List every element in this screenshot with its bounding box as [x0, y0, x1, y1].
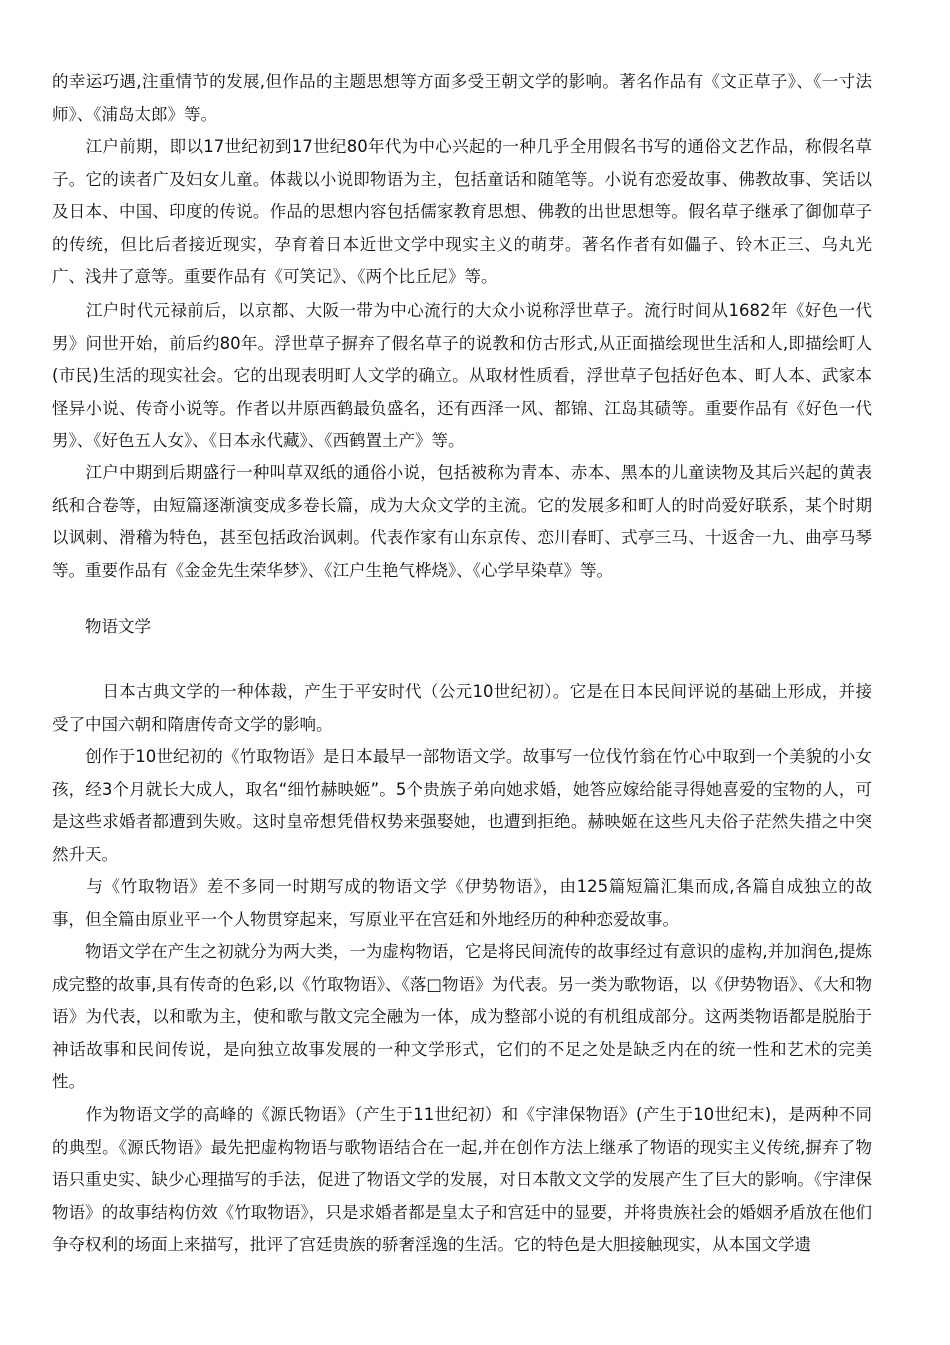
paragraph-ukiyo-zoshi: 江户时代元禄前后，以京都、大阪一带为中心流行的大众小说称浮世草子。流行时间从1682年《好色一代男》问世开始，前后约80年。浮世草子摒弃了假名草子的说教和仿古形式,从正面描绘现世生活和人,即描绘町人(市民)生活的现实社会。它的出现表明町人文学的确立。从取材性质看，浮世草子包括好色本、町人本、武家本怪异小说、传奇小说等。作者以井原西鹤最负盛名，还有西泽一风、都锦、江岛其碛等。重要作品有《好色一代男》、《好色五人女》、《日本永代藏》、《西鹤置土产》等。: [52, 301, 872, 451]
paragraph-monogatari-intro: 日本古典文学的一种体裁，产生于平安时代（公元10世纪初）。它是在日本民间评说的基础上形成，并接受了中国六朝和隋唐传奇文学的影响。: [52, 682, 872, 734]
paragraph-two-types: 物语文学在产生之初就分为两大类，一为虚构物语，它是将民间流传的故事经过有意识的虚构,并加润色,提炼成完整的故事,具有传奇的色彩,以《竹取物语》、《落□物语》为代表。另一类为歌物语，以《伊势物语》、《大和物语》为代表，以和歌为主，使和歌与散文完全融为一体，成为整部小说的有机组成部分。这两类物语都是脱胎于神话故事和民间传说，是向独立故事发展的一种文学形式，它们的不足之处是缺乏内在的统一性和艺术的完美性。: [52, 942, 872, 1092]
paragraph-genji: 作为物语文学的高峰的《源氏物语》（产生于11世纪初）和《宇津保物语》(产生于10世纪末)，是两种不同的典型。《源氏物语》最先把虚构物语与歌物语结合在一起,并在创作方法上继承了物语的现实主义传统,摒弃了物语只重史实、缺少心理描写的手法，促进了物语文学的发展，对日本散文文学的发展产生了巨大的影响。《宇津保物语》的故事结构仿效《竹取物语》，只是求婚者都是皇太子和宫廷中的显要，并将贵族社会的婚姻矛盾放在他们争夺权利的场面上来描写，批评了宫廷贵族的骄奢淫逸的生活。它的特色是大胆接触现实，从本国文学遗: [52, 1105, 872, 1255]
paragraph-kana-zoshi: 江户前期，即以17世纪初到17世纪80年代为中心兴起的一种几乎全用假名书写的通俗文艺作品，称假名草子。它的读者广及妇女儿童。体裁以小说即物语为主，包括童话和随笔等。小说有恋爱故事、佛教故事、笑话以及日本、中国、印度的传说。作品的思想内容包括儒家教育思想、佛教的出世思想等。假名草子继承了御伽草子的传统，但比后者接近现实，孕育着日本近世文学中现实主义的萌芽。著名作者有如儡子、铃木正三、乌丸光广、浅井了意等。重要作品有《可笑记》、《两个比丘尼》等。: [52, 137, 872, 287]
paragraph-ise: 与《竹取物语》差不多同一时期写成的物语文学《伊势物语》，由125篇短篇汇集而成,各篇自成独立的故事，但全篇由原业平一个人物贯穿起来，写原业平在宫廷和外地经历的种种恋爱故事。: [52, 877, 872, 929]
paragraph-taketori: 创作于10世纪初的《竹取物语》是日本最早一部物语文学。故事写一位伐竹翁在竹心中取到一个美貌的小女孩，经3个月就长大成人，取名“细竹赫映姬”。5个贵族子弟向她求婚，她答应嫁给能寻得她喜爱的宝物的人，可是这些求婚者都遭到失败。这时皇帝想凭借权势来强娶她，也遭到拒绝。赫映姬在这些凡夫俗子茫然失措之中突然升天。: [52, 747, 872, 864]
paragraph-otogi-zoshi-end: 的幸运巧遇,注重情节的发展,但作品的主题思想等方面多受王朝文学的影响。著名作品有《文正草子》、《一寸法师》、《浦岛太郎》等。: [52, 72, 872, 124]
section-heading: 物语文学: [85, 617, 151, 636]
paragraph-kusazoshi: 江户中期到后期盛行一种叫草双纸的通俗小说，包括被称为青本、赤本、黑本的儿童读物及其后兴起的黄表纸和合卷等，由短篇逐渐演变成多卷长篇，成为大众文学的主流。它的发展多和町人的时尚爱好联系，某个时期以讽刺、滑稽为特色，甚至包括政治讽刺。代表作家有山东京传、恋川春町、式亭三马、十返舍一九、曲亭马琴等。重要作品有《金金先生荣华梦》、《江户生艳气桦烧》、《心学早染草》等。: [52, 463, 872, 580]
